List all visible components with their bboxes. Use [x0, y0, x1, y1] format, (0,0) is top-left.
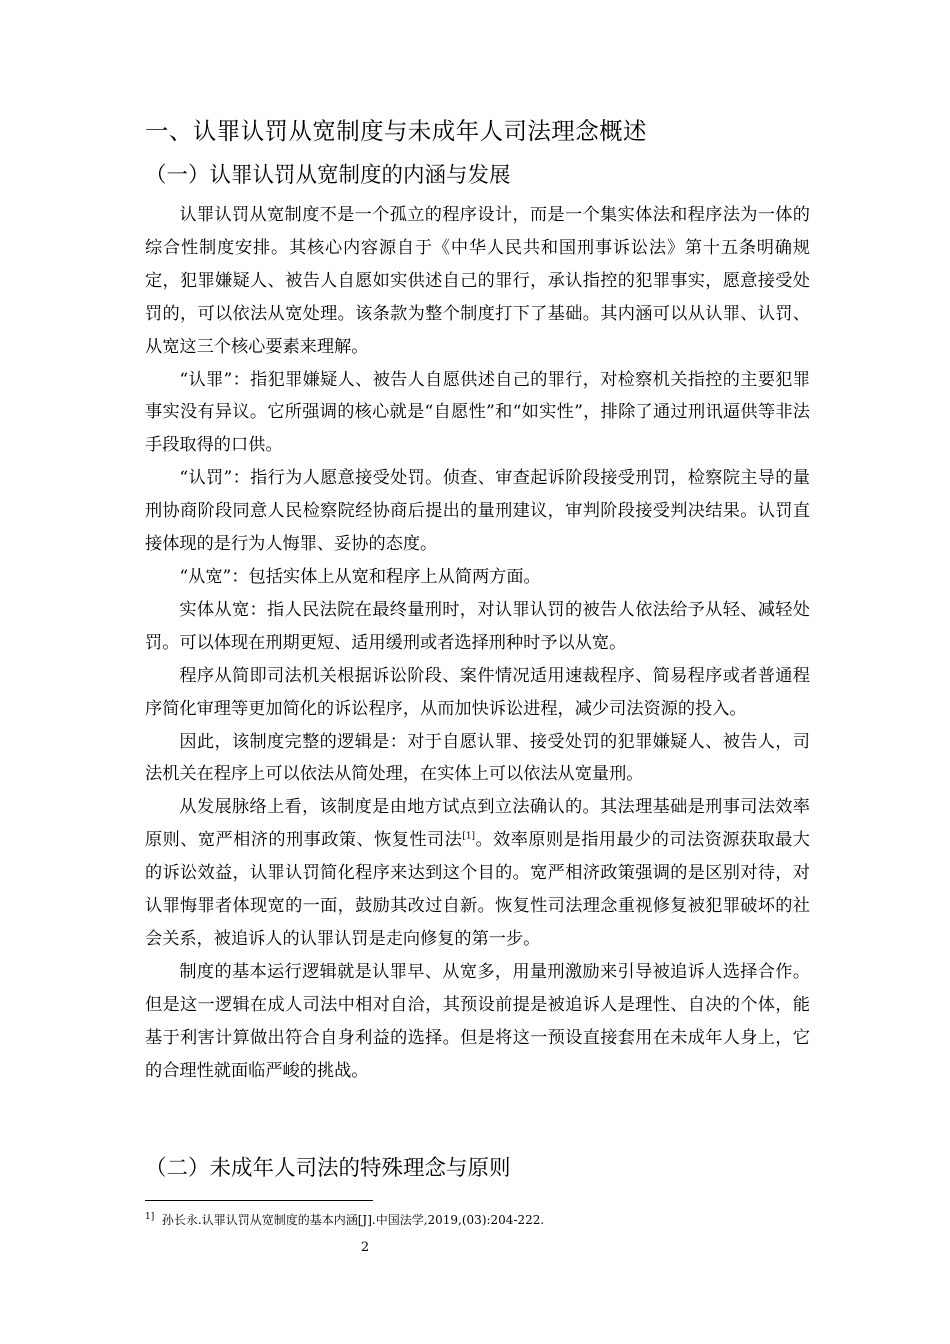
paragraph-operating-logic: 制度的基本运行逻辑就是认罪早、从宽多，用量刑激励来引导被追诉人选择合作。但是这一逻辑在成人司法中相对自洽，其预设前提是被追诉人是理性、自决的个体，能基于利害计算做出符合自身利益的选择。但是将这一预设直接套用在未成年人身上，它的合理性就面临严峻的挑战。	[145, 961, 810, 1081]
paragraph-development-text-1: 从发展脉络上看，该制度是由地方试点到立法确认的。其法理基础是刑事司法效率原则、宽严相济的刑事政策、恢复性司法	[145, 797, 810, 851]
footnote-text: 孙长永.认罪认罚从宽制度的基本内涵[J].中国法学,2019,(03):204-222.	[161, 1213, 545, 1227]
paragraph-congkuan: “从宽”：包括实体上从宽和程序上从简两方面。	[179, 566, 541, 587]
subsection-heading-2: （二）未成年人司法的特殊理念与原则	[145, 1156, 511, 1181]
footnote-marker: 1]	[145, 1212, 155, 1222]
footnote-reference[interactable]: [1]	[462, 831, 476, 842]
paragraph-intro: 认罪认罚从宽制度不是一个孤立的程序设计，而是一个集实体法和程序法为一体的综合性制度安排。其核心内容源自于《中华人民共和国刑事诉讼法》第十五条明确规定，犯罪嫌疑人、被告人自愿如实供述自己的罪行，承认指控的犯罪事实，愿意接受处罚的，可以依法从宽处理。该条款为整个制度打下了基础。其内涵可以从认罪、认罚、从宽这三个核心要素来理解。	[145, 205, 810, 357]
paragraph-logic: 因此，该制度完整的逻辑是：对于自愿认罪、接受处罚的犯罪嫌疑人、被告人，司法机关在程序上可以依法从简处理，在实体上可以依法从宽量刑。	[145, 731, 810, 785]
subsection-heading-1: （一）认罪认罚从宽制度的内涵与发展	[145, 163, 511, 188]
footnote	[145, 1211, 810, 1228]
page-number: 2	[360, 1240, 370, 1255]
paragraph-procedural-simplification: 程序从简即司法机关根据诉讼阶段、案件情况适用速裁程序、简易程序或者普通程序简化审理等更加简化的诉讼程序，从而加快诉讼进程，减少司法资源的投入。	[145, 665, 810, 719]
footnote-separator	[145, 1200, 373, 1201]
body-text	[145, 199, 810, 1087]
paragraph-renfa: “认罚”：指行为人愿意接受处罚。侦查、审查起诉阶段接受刑罚，检察院主导的量刑协商阶段同意人民检察院经协商后提出的量刑建议，审判阶段接受判决结果。认罚直接体现的是行为人悔罪、妥协的态度。	[145, 468, 810, 555]
section-heading-1: 一、认罪认罚从宽制度与未成年人司法理念概述	[145, 117, 647, 145]
paragraph-substantive-leniency: 实体从宽：指人民法院在最终量刑时，对认罪认罚的被告人依法给予从轻、减轻处罚。可以体现在刑期更短、适用缓刑或者选择刑种时予以从宽。	[145, 599, 810, 653]
paragraph-development	[145, 791, 810, 956]
paragraph-renzui: “认罪”：指犯罪嫌疑人、被告人自愿供述自己的罪行，对检察机关指控的主要犯罪事实没有异议。它所强调的核心就是“自愿性”和“如实性”，排除了通过刑讯逼供等非法手段取得的口供。	[145, 369, 810, 456]
paragraph-development-text-2: 。效率原则是指用最少的司法资源获取最大的诉讼效益，认罪认罚简化程序来达到这个目的。宽严相济政策强调的是区别对待，对认罪悔罪者体现宽的一面，鼓励其改过自新。恢复性司法理念重视修复被犯罪破坏的社会关系，被追诉人的认罪认罚是走向修复的第一步。	[145, 830, 810, 949]
